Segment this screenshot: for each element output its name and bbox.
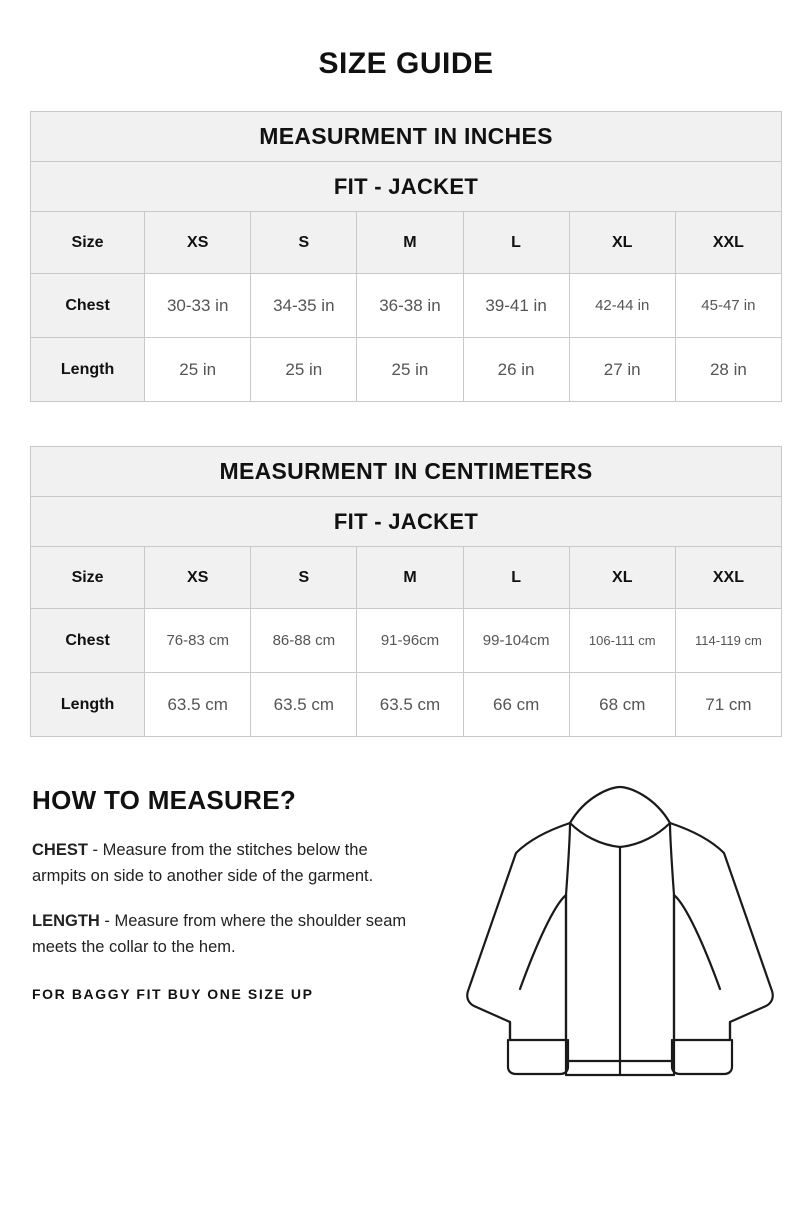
chest-instruction-text: - Measure from the stitches below the armpits on side to another side of the garment. — [32, 841, 374, 885]
cell-length-xxl: 28 in — [675, 338, 781, 402]
length-instruction-label: LENGTH — [32, 912, 100, 931]
cell-length-xl: 27 in — [569, 338, 675, 402]
header-xxl: XXL — [675, 212, 781, 274]
table-row — [31, 609, 782, 673]
header-xl: XL — [569, 547, 675, 609]
page-title: SIZE GUIDE — [318, 47, 494, 80]
centimeters-size-table — [30, 446, 782, 737]
header-xxl: XXL — [675, 547, 781, 609]
cell-length-m: 63.5 cm — [357, 673, 463, 737]
cm-band-title: MEASURMENT IN CENTIMETERS — [31, 447, 782, 497]
table-band-row — [31, 447, 782, 497]
centimeters-table-wrapper — [30, 446, 782, 737]
cell-length-xl: 68 cm — [569, 673, 675, 737]
table-header-row — [31, 547, 782, 609]
how-to-measure-heading: HOW TO MEASURE? — [32, 785, 297, 815]
how-to-measure-text — [32, 785, 422, 1002]
cell-chest-xxl: 45-47 in — [675, 274, 781, 338]
header-size: Size — [31, 212, 145, 274]
inches-fit-title: FIT - JACKET — [31, 162, 782, 212]
cell-length-m: 25 in — [357, 338, 463, 402]
how-to-measure-section — [0, 775, 812, 1135]
cell-chest-l: 39-41 in — [463, 274, 569, 338]
jacket-illustration — [450, 775, 790, 1105]
cell-length-s: 25 in — [251, 338, 357, 402]
length-instruction — [32, 909, 422, 960]
cell-chest-xl: 106-111 cm — [569, 609, 675, 673]
chest-instruction — [32, 838, 422, 889]
cell-chest-m: 91-96cm — [357, 609, 463, 673]
baggy-fit-note: FOR BAGGY FIT BUY ONE SIZE UP — [32, 986, 314, 1003]
inches-band-title: MEASURMENT IN INCHES — [31, 112, 782, 162]
row-label-length: Length — [31, 673, 145, 737]
cell-chest-s: 86-88 cm — [251, 609, 357, 673]
table-row — [31, 338, 782, 402]
header-xl: XL — [569, 212, 675, 274]
row-label-chest: Chest — [31, 609, 145, 673]
row-label-length: Length — [31, 338, 145, 402]
header-xs: XS — [145, 212, 251, 274]
cell-chest-m: 36-38 in — [357, 274, 463, 338]
table-subband-row — [31, 497, 782, 547]
cell-chest-xl: 42-44 in — [569, 274, 675, 338]
cell-length-xs: 63.5 cm — [145, 673, 251, 737]
header-size: Size — [31, 547, 145, 609]
chest-instruction-label: CHEST — [32, 841, 88, 859]
table-subband-row — [31, 162, 782, 212]
header-m: M — [357, 547, 463, 609]
table-spacer — [0, 402, 812, 446]
cm-fit-title: FIT - JACKET — [31, 497, 782, 547]
table-header-row — [31, 212, 782, 274]
row-label-chest: Chest — [31, 274, 145, 338]
cell-length-s: 63.5 cm — [251, 673, 357, 737]
header-l: L — [463, 547, 569, 609]
header-xs: XS — [145, 547, 251, 609]
table-row — [31, 673, 782, 737]
cell-chest-xxl: 114-119 cm — [675, 609, 781, 673]
cell-length-l: 66 cm — [463, 673, 569, 737]
header-m: M — [357, 212, 463, 274]
cell-length-xxl: 71 cm — [675, 673, 781, 737]
cell-chest-xs: 76-83 cm — [145, 609, 251, 673]
length-instruction-text: - Measure from where the shoulder seam meets the collar to the hem. — [32, 912, 407, 956]
cell-chest-s: 34-35 in — [251, 274, 357, 338]
inches-table-wrapper — [30, 111, 782, 402]
table-band-row — [31, 112, 782, 162]
header-l: L — [463, 212, 569, 274]
table-row — [31, 274, 782, 338]
cell-length-l: 26 in — [463, 338, 569, 402]
header-s: S — [251, 212, 357, 274]
cell-chest-xs: 30-33 in — [145, 274, 251, 338]
inches-size-table — [30, 111, 782, 402]
size-guide-page — [0, 47, 812, 1212]
cell-length-xs: 25 in — [145, 338, 251, 402]
header-s: S — [251, 547, 357, 609]
cell-chest-l: 99-104cm — [463, 609, 569, 673]
